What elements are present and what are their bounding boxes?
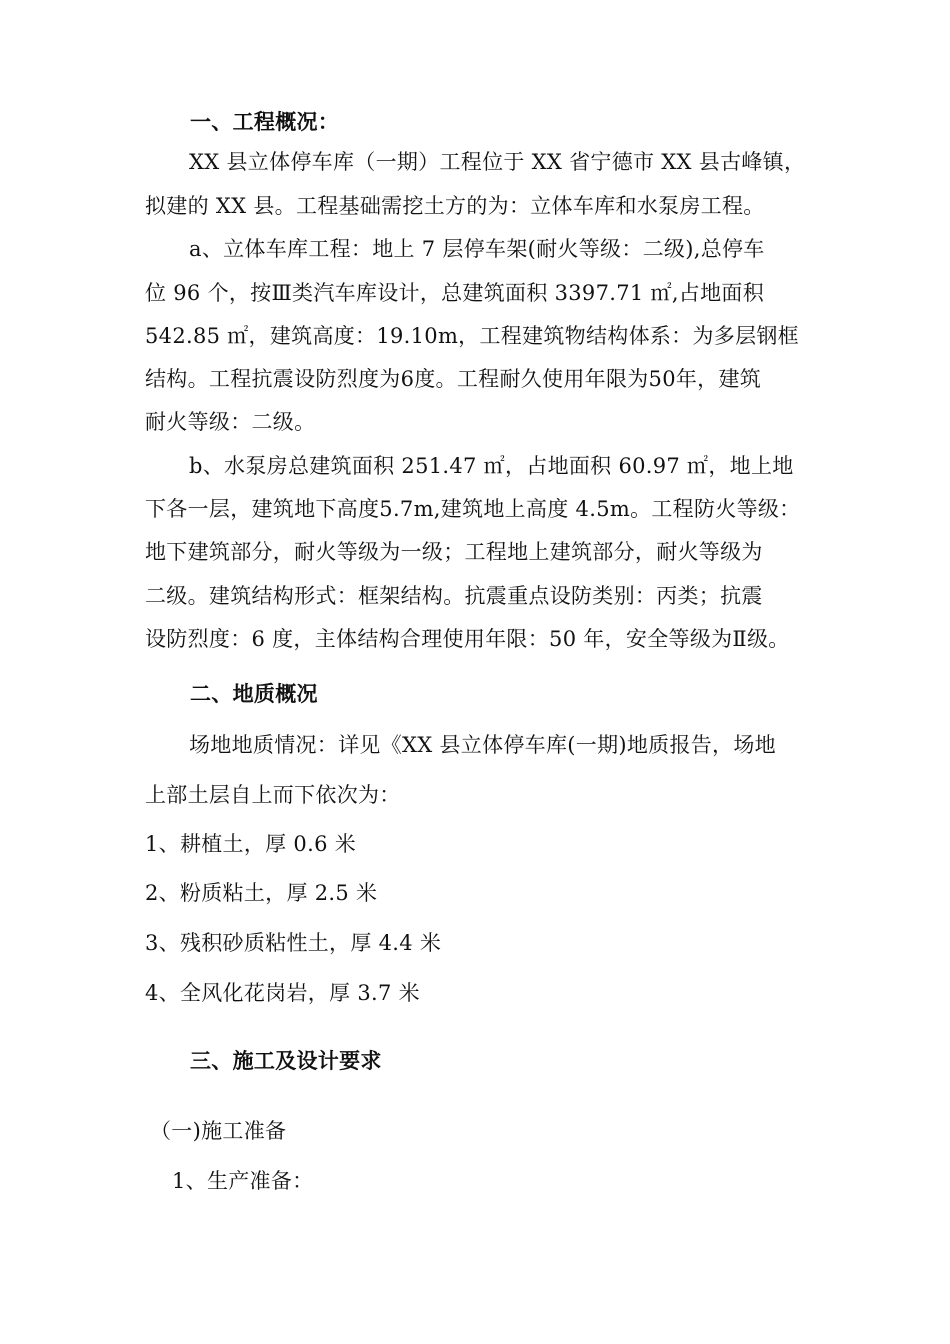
section1-heading: 一、工程概况： [190, 109, 340, 134]
section2-intro-line2: 上部土层自上而下依次为： [145, 783, 401, 807]
section1-p3-line1: b、水泵房总建筑面积 251.47 ㎡，占地面积 60.97 ㎡，地上地 [189, 454, 794, 478]
section3-item: 1、生产准备： [172, 1169, 314, 1193]
soil-layer-item: 3、残积砂质粘性土，厚 4.4 米 [145, 931, 442, 955]
section1-p3-line2: 下各一层，建筑地下高度5.7m,建筑地上高度 4.5m。工程防火等级： [145, 497, 801, 521]
soil-layer-item: 4、全风化花岗岩，厚 3.7 米 [145, 981, 420, 1005]
section2-heading: 二、地质概况 [190, 681, 318, 706]
section3-heading: 三、施工及设计要求 [190, 1048, 382, 1073]
section1-p1-line2: 拟建的 XX 县。工程基础需挖土方的为：立体车库和水泵房工程。 [145, 194, 765, 218]
section1-p2-line5: 耐火等级：二级。 [145, 410, 316, 434]
section2-intro-line1: 场地地质情况：详见《XX 县立体停车库(一期)地质报告，场地 [189, 733, 776, 757]
soil-layer-item: 2、粉质粘土，厚 2.5 米 [145, 881, 378, 905]
section1-p2-line4: 结构。工程抗震设防烈度为6度。工程耐久使用年限为50年，建筑 [145, 367, 762, 391]
section1-p1-line1: XX 县立体停车库（一期）工程位于 XX 省宁德市 XX 县古峰镇， [189, 150, 806, 174]
section3-subheading: （一)施工准备 [150, 1119, 287, 1143]
section1-p2-line2: 位 96 个，按Ⅲ类汽车库设计，总建筑面积 3397.71 ㎡,占地面积 [145, 281, 764, 305]
section1-p2-line1: a、立体车库工程：地上 7 层停车架(耐火等级：二级),总停车 [189, 237, 765, 261]
section1-p2-line3: 542.85 ㎡，建筑高度：19.10m，工程建筑物结构体系：为多层钢框 [145, 324, 799, 348]
section1-p3-line3: 地下建筑部分，耐火等级为一级；工程地上建筑部分，耐火等级为 [145, 540, 763, 564]
section1-p3-line4: 二级。建筑结构形式：框架结构。抗震重点设防类别：丙类；抗震 [145, 584, 763, 608]
section1-p3-line5: 设防烈度：6 度，主体结构合理使用年限：50 年，安全等级为Ⅱ级。 [145, 627, 790, 651]
soil-layer-item: 1、耕植土，厚 0.6 米 [145, 832, 357, 856]
